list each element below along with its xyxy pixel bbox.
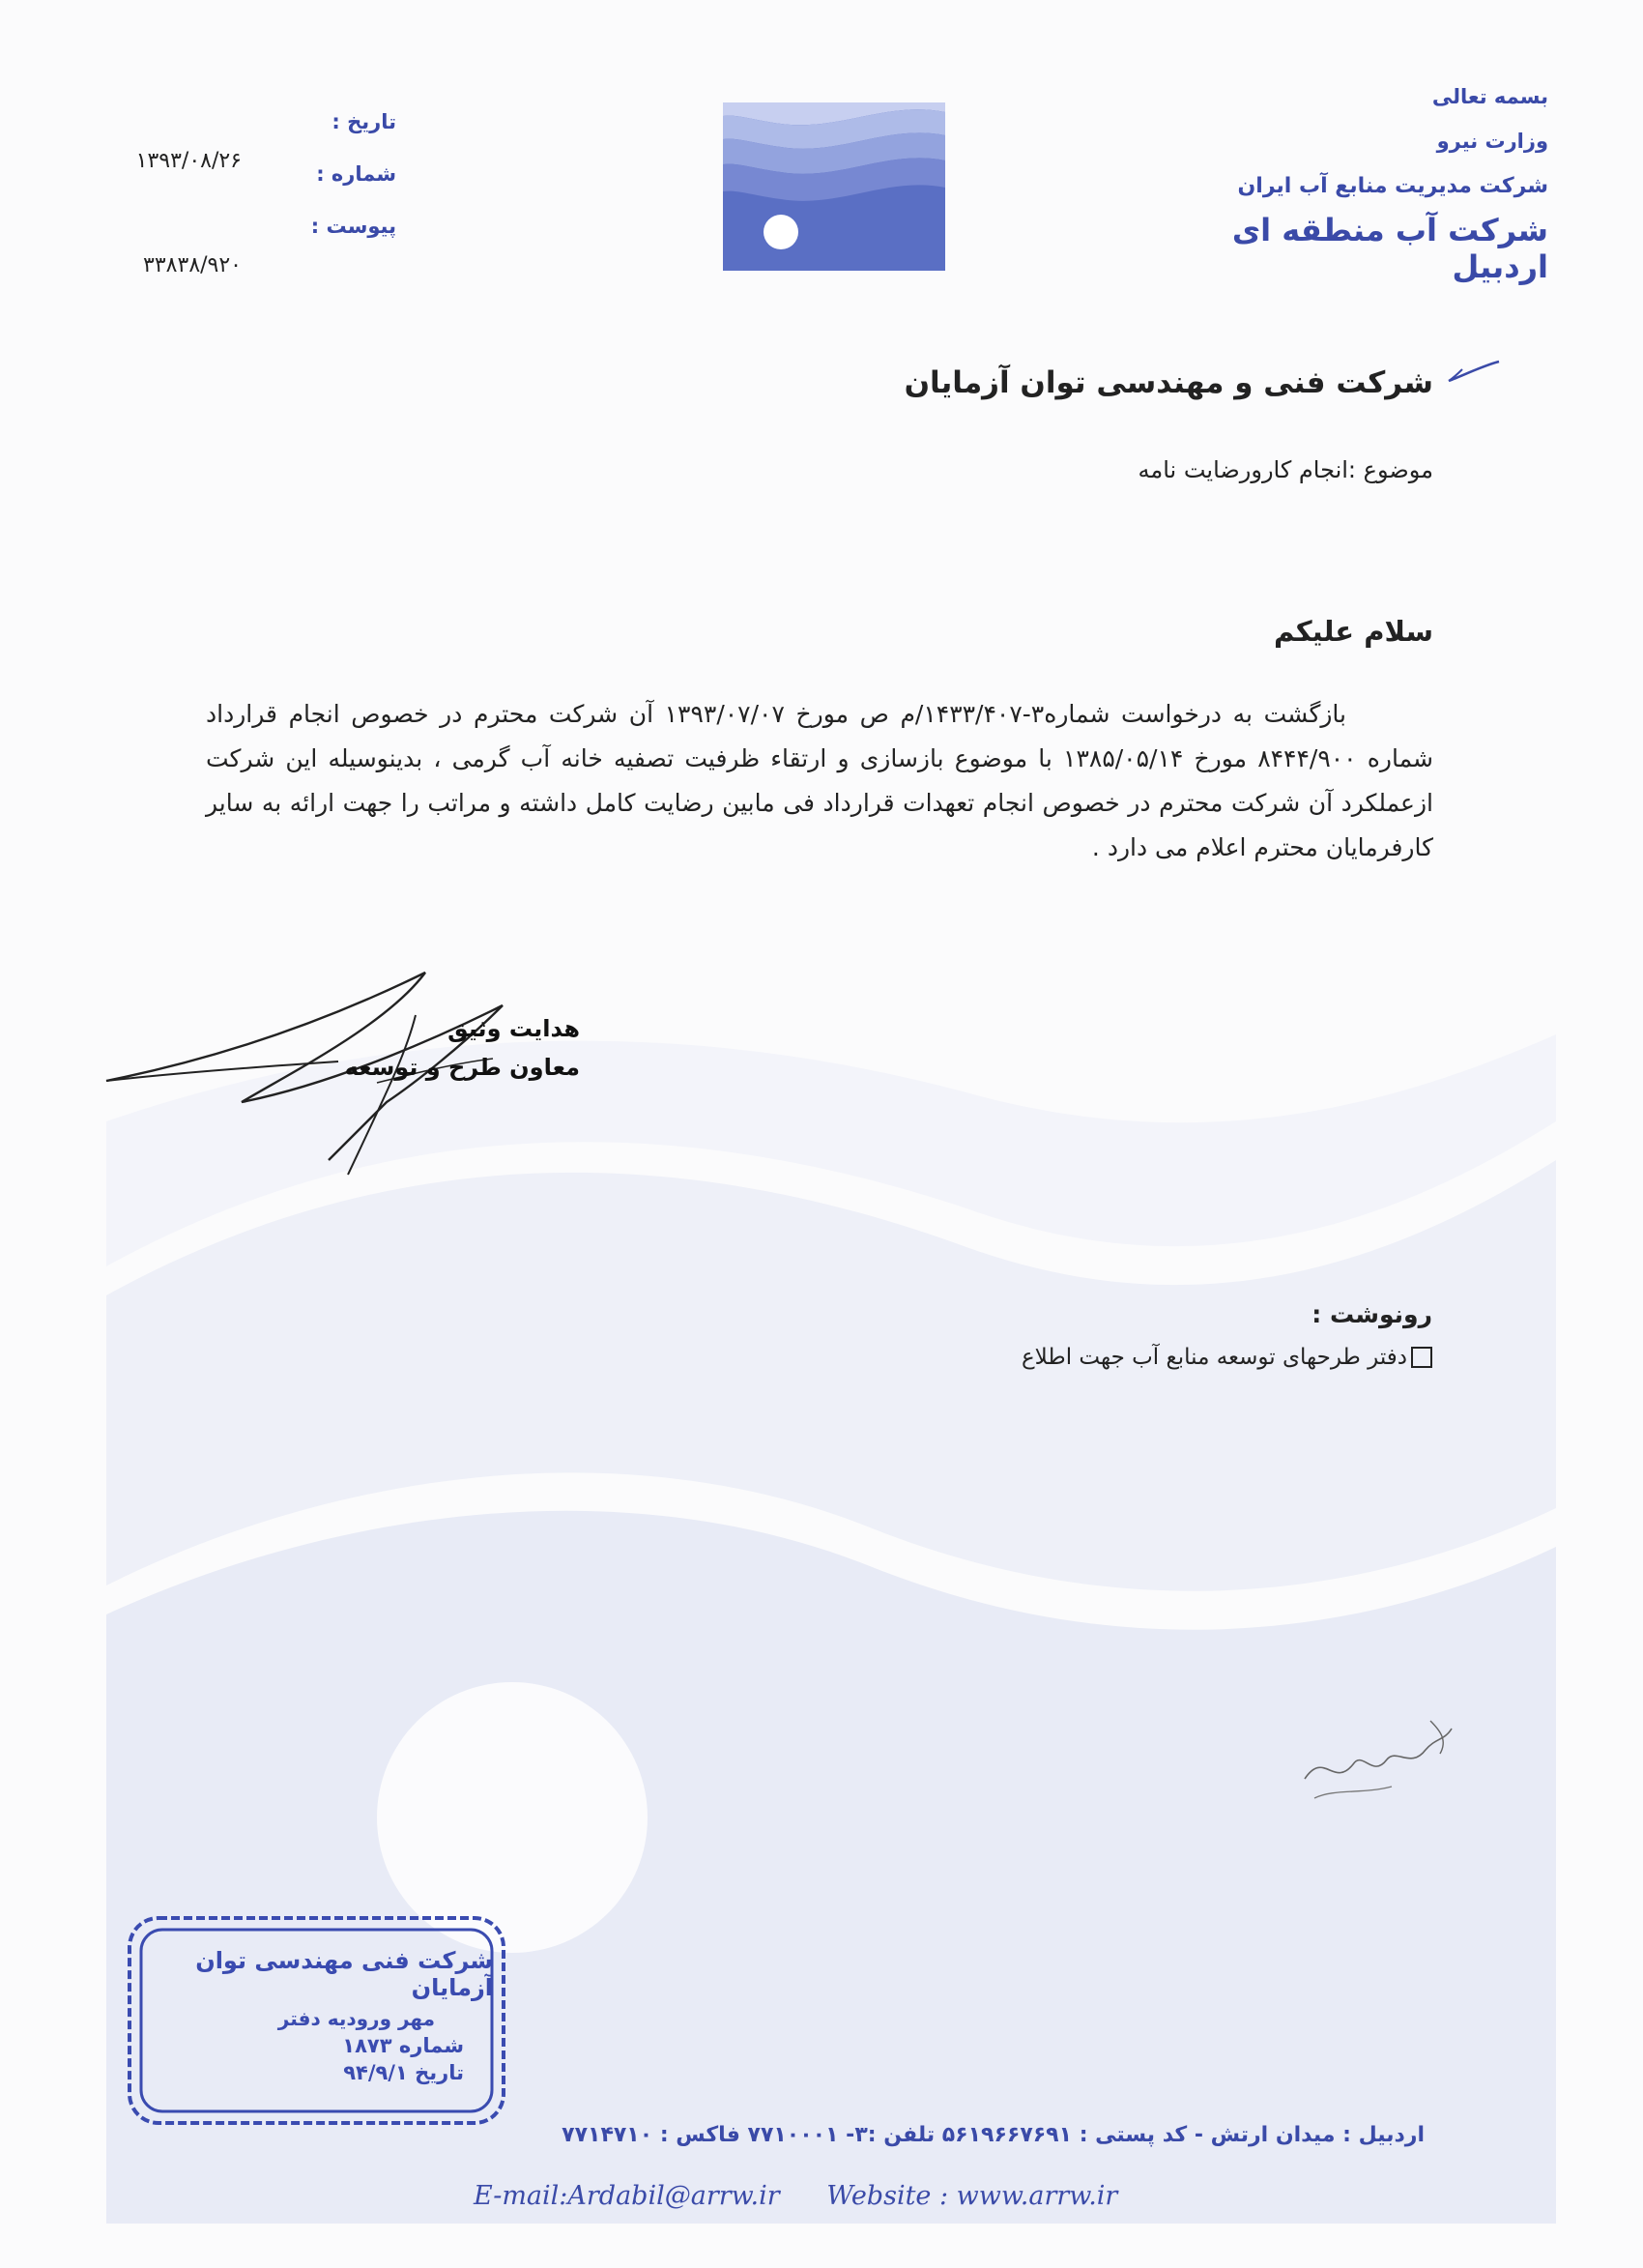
stamp-date: تاریخ ۹۴/۹/۱: [343, 2061, 464, 2084]
number-value: ۳۳۸۳۸/۹۲۰: [143, 253, 242, 277]
footer-email[interactable]: E-mail:Ardabil@arrw.ir: [474, 2181, 780, 2211]
footer-website[interactable]: Website : www.arrw.ir: [826, 2181, 1118, 2211]
footer-address: اردبیل : میدان ارتش - کد پستی : ۵۶۱۹۶۶۷۶۹۱ تلفن :۳- ۷۷۱۰۰۰۱ فاکس : ۷۷۱۴۷۱۰: [562, 2123, 1425, 2147]
cc-item: [1022, 1345, 1432, 1370]
date-value: ۱۳۹۳/۰۸/۲۶: [135, 149, 242, 173]
stamp-company: شرکت فنی مهندسی توان آزمایان: [195, 1947, 493, 2001]
stamp-number: شماره ۱۸۷۳: [342, 2034, 464, 2057]
bismillah: بسمه تعالی: [1431, 85, 1548, 108]
watermark-sun: [377, 1682, 648, 1953]
checkbox-icon: [1411, 1347, 1432, 1368]
signatory: [345, 1015, 580, 1081]
stamp-text: [145, 1934, 493, 2084]
stamp-inbox: مهر ورودیه دفتر: [277, 2007, 435, 2030]
cc-item-text: دفتر طرحهای توسعه منابع آب جهت اطلاع: [1021, 1345, 1407, 1370]
recipient: شرکت فنی و مهندسی توان آزمایان: [904, 365, 1433, 400]
letter-body: [206, 692, 1433, 870]
meta-labels: [290, 110, 396, 267]
watermark-wave-upper: [106, 1160, 1556, 1591]
subject-line: موضوع :انجام کارورضایت نامه: [1138, 456, 1433, 483]
greeting: سلام علیکم: [1274, 615, 1433, 648]
handwritten-note: [1295, 1711, 1459, 1817]
attachment-label: پیوست :: [310, 215, 396, 238]
cc-title: رونوشت :: [1312, 1300, 1432, 1328]
parent-company-name: شرکت مدیریت منابع آب ایران: [1237, 174, 1548, 198]
number-label: شماره :: [316, 162, 396, 186]
letter-body-paragraph: بازگشت به درخواست شماره۳-۱۴۳۳/۴۰۷/م ص مورخ ۱۳۹۳/۰۷/۰۷ آن شرکت محترم در خصوص انجام قرارداد شماره ۸۴۴۴/۹۰۰ مورخ ۱۳۸۵/۰۵/۱۴ با موضوع بازسازی و ارتقاء ظرفیت تصفیه خانه آب گرمی ، بدینوسیله این شرکت ازعملکرد آن شرکت محترم در خصوص انجام تعهدات قرارداد فی مابین رضایت کامل داشته و مراتب را جهت ارائه به سایر کارفرمایان محترم اعلام می دارد .: [206, 700, 1433, 861]
company-logo: [723, 102, 945, 271]
handwritten-check-icon: [1445, 358, 1503, 387]
company-name: شرکت آب منطقه ای اردبیل: [1231, 212, 1548, 285]
meta-values: [106, 149, 242, 305]
signatory-title: معاون طرح و توسعه: [344, 1054, 580, 1081]
footer-contact: [474, 2181, 1156, 2211]
ministry-name: وزارت نیرو: [1436, 130, 1548, 153]
date-label: تاریخ :: [331, 110, 396, 133]
signatory-name: هدایت وثیق: [447, 1015, 580, 1042]
letterhead: [1142, 85, 1548, 285]
